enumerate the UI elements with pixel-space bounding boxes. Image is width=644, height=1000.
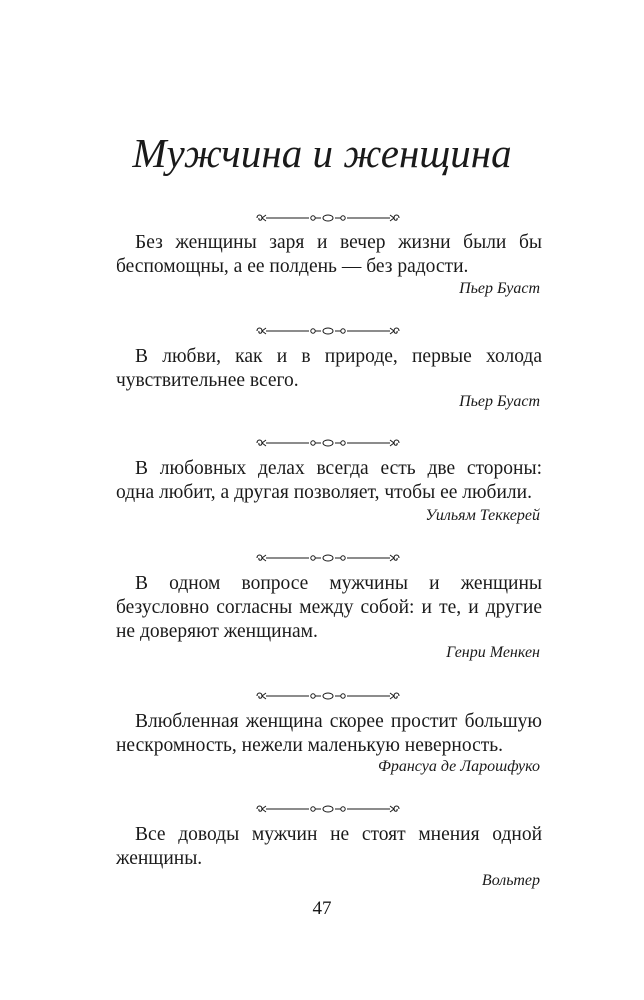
page-number: 47	[312, 898, 332, 919]
quote-text: Все доводы мужчин не стоят мнения одной женщины.	[116, 824, 542, 869]
ornament-divider	[255, 689, 401, 703]
quote-author: Пьер Буаст	[459, 280, 540, 297]
ornament-divider	[255, 436, 401, 450]
ornament-divider	[255, 551, 401, 565]
page-title: Мужчина и женщина	[132, 130, 512, 176]
ornament-divider	[255, 802, 401, 816]
ornament-divider	[255, 324, 401, 338]
quote-author: Франсуа де Ларошфуко	[377, 758, 540, 775]
quote-author: Вольтер	[481, 872, 540, 889]
quote-text: Без женщины заря и вечер жизни были бы беспомощны, а ее полдень — без радости.	[116, 232, 542, 277]
quote-author: Пьер Буаст	[459, 393, 540, 410]
quote-author: Уильям Теккерей	[425, 507, 540, 524]
quote-text: Влюбленная женщина скорее простит большую нескромность, нежели маленькую неверность.	[116, 711, 542, 756]
quote-text: В любовных делах всегда есть две стороны: одна любит, а другая позволяет, чтобы ее любили.	[116, 458, 542, 503]
quote-text: В любви, как и в природе, первые холода чувствительнее всего.	[116, 346, 542, 391]
ornament-divider	[255, 211, 401, 225]
quote-author: Генри Менкен	[446, 644, 540, 661]
quote-text: В одном вопросе мужчины и женщины безусловно согласны между собой: и те, и другие не доверяют женщинам.	[116, 573, 542, 642]
